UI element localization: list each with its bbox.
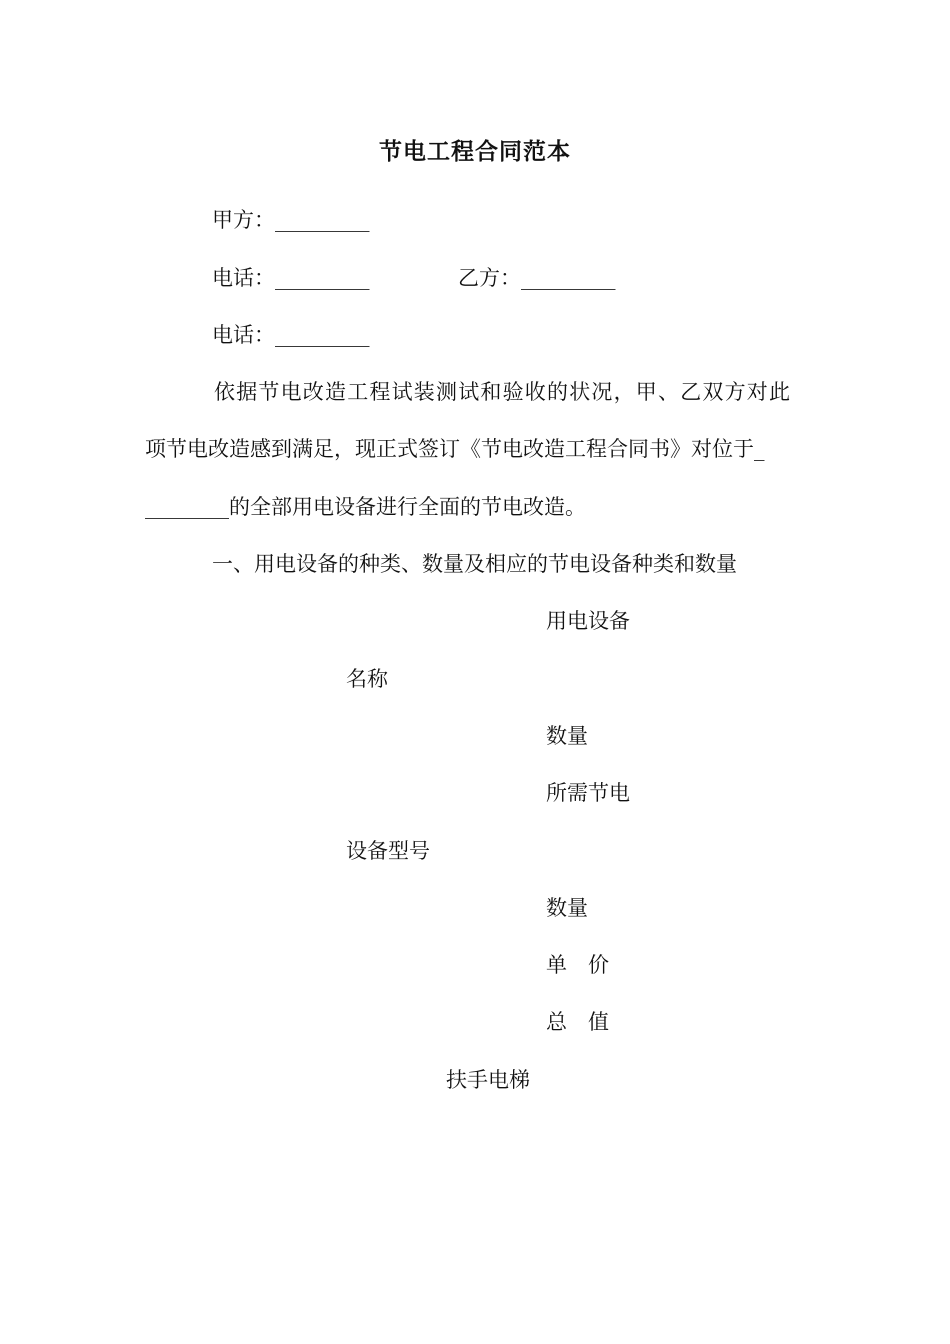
party-a-line: 甲方：_________	[212, 208, 370, 232]
table-header-quantity-2: 数量	[546, 896, 588, 920]
table-header-quantity-1: 数量	[546, 724, 588, 748]
table-header-total-value: 总 值	[546, 1010, 609, 1034]
phone-a-line: 电话：_________	[212, 266, 370, 290]
table-header-unit-price: 单 价	[546, 953, 609, 977]
phone-b-line: 电话：_________	[212, 323, 370, 347]
intro-paragraph-line-1: 依据节电改造工程试装测试和验收的状况，甲、乙双方对此	[214, 380, 792, 404]
section-one-heading: 一、用电设备的种类、数量及相应的节电设备种类和数量	[212, 552, 737, 576]
intro-paragraph-line-2: 项节电改造感到满足，现正式签订《节电改造工程合同书》对位于_	[145, 437, 765, 461]
table-header-required: 所需节电	[546, 781, 630, 805]
party-b-line: 乙方：_________	[458, 266, 616, 290]
table-header-equipment: 用电设备	[546, 609, 630, 633]
table-header-model: 设备型号	[346, 839, 430, 863]
table-header-name: 名称	[346, 667, 388, 691]
table-first-item: 扶手电梯	[446, 1068, 530, 1092]
page-title: 节电工程合同范本	[379, 138, 571, 165]
intro-paragraph-line-3: ________的全部用电设备进行全面的节电改造。	[145, 495, 586, 519]
